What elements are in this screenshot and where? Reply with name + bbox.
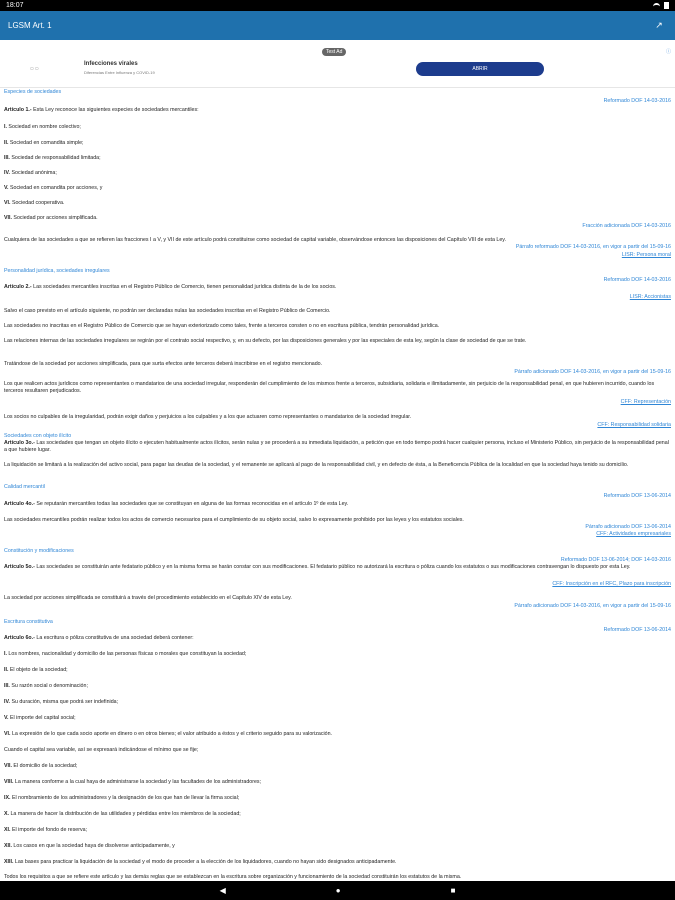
text-span: Sociedad anónima; (10, 170, 57, 176)
reference-link[interactable]: LISR: Accionistas (629, 294, 671, 300)
text-span: Sociedad por acciones simplificada. (11, 215, 98, 221)
recents-icon[interactable]: ■ (450, 886, 456, 895)
reference-note (4, 244, 671, 251)
law-paragraph (4, 683, 671, 690)
section-heading (4, 548, 671, 555)
text-span: Reformado DOF 14-03-2016 (603, 277, 671, 283)
law-paragraph (4, 747, 671, 754)
ad-subtitle: Diferencias Entre Influenza y COVID-19 (84, 70, 155, 75)
text-span: Fracción adicionada DOF 14-03-2016 (582, 223, 671, 229)
text-span: Especies de sociedades (4, 89, 62, 95)
article-number: VI. (4, 731, 11, 737)
text-span: La escritura o póliza constitutiva de una sociedad deberá contener: (34, 635, 194, 641)
battery-icon (664, 2, 669, 9)
law-paragraph (4, 237, 671, 244)
law-paragraph (4, 843, 671, 850)
text-span: Sociedad en nombre colectivo; (6, 124, 81, 130)
reference-link[interactable]: CFF: Responsabilidad solidaria (597, 422, 671, 428)
text-span: La expresión de lo que cada socio aporte en dinero o en otros bienes; el valor atribuido a éstos y el criterio seguido para su valorización. (10, 731, 333, 737)
text-span: Su duración, misma que podrá ser indefinida; (10, 699, 119, 705)
text-span: Sociedad en comandita por acciones, y (8, 185, 103, 191)
reference-note (4, 557, 671, 564)
text-span: Calidad mercantil (4, 484, 45, 490)
article-number: Artículo 3o.- (4, 440, 35, 446)
article-number: XI. (4, 827, 11, 833)
text-span: La sociedad por acciones simplificada se constituirá a través del procedimiento establecido en el Capítulo XIV de esta Ley. (4, 595, 292, 601)
text-span: El importe del fondo de reserva; (10, 827, 88, 833)
app-bar (0, 11, 675, 40)
article-number: III. (4, 683, 10, 689)
text-span: Todos los requisitos a que se refiere este artículo y las demás reglas que se establezcan en la escritura sobre organización y funcionamiento de la sociedad constituirán los estatutos de la misma. (4, 874, 462, 880)
law-paragraph (4, 763, 671, 770)
reference-note (4, 493, 671, 500)
law-paragraph (4, 874, 671, 881)
reference-link[interactable]: LISR: Persona moral (621, 252, 671, 258)
law-paragraph (4, 107, 671, 114)
law-paragraph (4, 651, 671, 658)
text-span: Párrafo reformado DOF 14-03-2016, en vigor a partir del 15-09-16 (515, 244, 671, 250)
law-paragraph (4, 517, 671, 524)
text-span: El domicilio de la sociedad; (11, 763, 78, 769)
ad-tag: Test Ad (322, 48, 346, 56)
reference-note (4, 603, 671, 610)
article-number: IV. (4, 170, 10, 176)
article-number: V. (4, 715, 9, 721)
law-paragraph (4, 779, 671, 786)
text-span: Los nombres, nacionalidad y domicilio de las personas físicas o morales que constituyan la sociedad; (6, 651, 247, 657)
text-span: Se reputarán mercantiles todas las sociedades que se constituyan en alguna de las formas reconocidas en el artículo 1º de esta Ley. (34, 501, 349, 507)
reference-note (4, 524, 671, 531)
reference-note (4, 223, 671, 230)
article-number: III. (4, 155, 10, 161)
law-paragraph (4, 381, 671, 395)
text-span: Tratándose de la sociedad por acciones simplificada, para que surta efectos ante terceros deberá inscribirse en el registro mencionado. (4, 361, 323, 367)
article-number: Artículo 6o.- (4, 635, 35, 641)
text-span: Reformado DOF 13-06-2014 (603, 493, 671, 499)
law-paragraph (4, 501, 671, 508)
text-span: El nombramiento de los administradores y la designación de los que han de llevar la firma social; (10, 795, 240, 801)
text-span: Las bases para practicar la liquidación de la sociedad y el modo de proceder a la elección de los liquidadores, cuando no hayan sido designados anticipadamente. (13, 859, 397, 865)
article-number: IX. (4, 795, 11, 801)
text-span: La manera de hacer la distribución de las utilidades y pérdidas entre los miembros de la sociedad; (9, 811, 241, 817)
law-paragraph (4, 635, 671, 642)
law-paragraph (4, 414, 671, 421)
section-heading (4, 89, 671, 96)
text-span: Personalidad jurídica, sociedades irregulares (4, 268, 110, 274)
article-number: II. (4, 140, 9, 146)
reference-note[interactable] (4, 422, 671, 429)
status-time: 18:07 (6, 2, 24, 9)
text-span: Constitución y modificaciones (4, 548, 74, 554)
ad-headline: Infecciones virales (84, 61, 138, 67)
page-title: LGSM Art. 1 (8, 21, 52, 30)
text-span: Sociedad en comandita simple; (8, 140, 84, 146)
reference-link[interactable]: CFF: Representación (620, 399, 671, 405)
article-number: V. (4, 185, 9, 191)
article-number: I. (4, 124, 7, 130)
text-span: El importe del capital social; (8, 715, 76, 721)
law-paragraph (4, 827, 671, 834)
text-span: La manera conforme a la cual haya de administrarse la sociedad y las facultades de los administradores; (13, 779, 262, 785)
home-icon[interactable]: ● (335, 886, 341, 895)
law-paragraph (4, 338, 671, 345)
reference-note (4, 627, 671, 634)
article-number: Artículo 4o.- (4, 501, 35, 507)
reference-note[interactable] (4, 581, 671, 588)
law-paragraph (4, 215, 671, 222)
law-paragraph (4, 200, 671, 207)
text-span: Su razón social o denominación; (9, 683, 88, 689)
text-span: Esta Ley reconoce las siguientes especies de sociedades mercantiles: (31, 107, 199, 113)
reference-note[interactable] (4, 531, 671, 538)
article-number: Artículo 5o.- (4, 564, 35, 570)
navigation-bar (0, 881, 675, 900)
article-number: VIII. (4, 779, 14, 785)
text-span: Salvo el caso previsto en el artículo siguiente, no podrán ser declaradas nulas las sociedades inscritas en el Registro Público de Comercio. (4, 308, 331, 314)
article-number: I. (4, 651, 7, 657)
text-span: Los socios no culpables de la irregularidad, podrán exigir daños y perjuicios a los culpables y a los que actuaren como representantes o mandatarios de la sociedad irregular. (4, 414, 412, 420)
law-paragraph (4, 731, 671, 738)
reference-note (4, 277, 671, 284)
article-number: X. (4, 811, 10, 817)
text-span: Párrafo adicionado DOF 14-03-2016, en vigor a partir del 15-09-16 (514, 369, 671, 375)
reference-note (4, 98, 671, 105)
ad-open-button[interactable]: ABRIR (416, 62, 544, 76)
article-number: II. (4, 667, 9, 673)
ad-logo: ▭ ▭ (30, 65, 39, 71)
law-paragraph (4, 155, 671, 162)
law-paragraph (4, 140, 671, 147)
text-span: El objeto de la sociedad; (8, 667, 68, 673)
law-paragraph (4, 323, 671, 330)
law-paragraph (4, 361, 671, 368)
law-paragraph (4, 699, 671, 706)
text-span: Escritura constitutiva (4, 619, 53, 625)
article-number: VII. (4, 763, 12, 769)
reference-note[interactable] (4, 294, 671, 301)
law-paragraph (4, 667, 671, 674)
reference-note (4, 369, 671, 376)
section-heading (4, 619, 671, 626)
text-span: Párrafo adicionado DOF 13-06-2014 (585, 524, 671, 530)
text-span: Las sociedades mercantiles inscritas en el Registro Público de Comercio, tienen personalidad jurídica distinta de la de los socios. (31, 284, 337, 290)
text-span: Las sociedades se constituirán ante fedatario público y en la misma forma se harán constar con sus modificaciones. El fedatario público no autorizará la escritura o póliza cuando los estatutos o sus modificaciones contravengan lo dispuesto por esta Ley. (34, 564, 631, 570)
law-paragraph (4, 595, 671, 602)
article-number: VII. (4, 215, 12, 221)
text-span: Cualquiera de las sociedades a que se refieren las fracciones I a V, y VII de este artículo podrá constituirse como sociedad de capital variable, observándose entonces las disposiciones del Capítulo VIII de esta Ley. (4, 237, 507, 243)
text-span: Los que realicen actos jurídicos como representantes o mandatarios de una sociedad irregular, responderán del cumplimiento de los mismos frente a terceros, subsidiaria, solidaria e ilimitadamente, sin perjuicio de la responsabilidad penal, en que hubieren incurrido, cuando los terceros resultaren perjudicados. (4, 381, 655, 394)
article-number: XII. (4, 843, 12, 849)
law-paragraph (4, 859, 671, 866)
text-span: Sociedad de responsabilidad limitada; (9, 155, 101, 161)
law-paragraph (4, 715, 671, 722)
section-heading (4, 268, 671, 275)
text-span: Reformado DOF 14-03-2016 (603, 98, 671, 104)
share-icon[interactable]: ↗ (655, 20, 663, 30)
reference-link[interactable]: CFF: Inscripción en el RFC, Plazo para inscripción (552, 581, 671, 587)
article-number: Artículo 2.- (4, 284, 32, 290)
law-paragraph (4, 170, 671, 177)
text-span: Las sociedades que tengan un objeto ilícito o ejecuten habitualmente actos ilícitos, serán nulas y se procederá a su inmediata liquidación, a petición que en todo tiempo podrá hacer cualquier persona, incluso el Ministerio Público, sin perjuicio de la responsabilidad penal a que hubiere lugar. (4, 440, 669, 453)
text-span: Los casos en que la sociedad haya de disolverse anticipadamente, y (11, 843, 175, 849)
wifi-icon (653, 3, 660, 9)
text-span: Reformado DOF 13-06-2014; DOF 14-03-2016 (560, 557, 671, 563)
text-span: Las sociedades mercantiles podrán realizar todos los actos de comercio necesarios para el cumplimiento de su objeto social, salvo lo expresamente prohibido por las leyes y los estatutos sociales. (4, 517, 464, 523)
system-icons (653, 0, 669, 11)
ad-banner[interactable] (0, 40, 675, 88)
law-paragraph (4, 185, 671, 192)
law-paragraph (4, 564, 671, 571)
section-heading (4, 484, 671, 491)
status-bar (0, 0, 675, 11)
text-span: Párrafo adicionado DOF 14-03-2016, en vigor a partir del 15-09-16 (514, 603, 671, 609)
reference-link[interactable]: CFF: Actividades empresariales (596, 531, 671, 537)
law-content (0, 88, 675, 881)
law-paragraph (4, 795, 671, 802)
section-heading (4, 433, 671, 440)
reference-note[interactable] (4, 252, 671, 259)
article-number: Artículo 1.- (4, 107, 32, 113)
law-paragraph (4, 811, 671, 818)
text-span: Sociedad cooperativa. (10, 200, 65, 206)
article-number: IV. (4, 699, 10, 705)
text-span: Cuando el capital sea variable, así se expresará indicándose el mínimo que se fije; (4, 747, 199, 753)
text-span: Sociedades con objeto ilícito (4, 433, 72, 439)
law-paragraph (4, 440, 671, 454)
article-number: XIII. (4, 859, 14, 865)
law-paragraph (4, 308, 671, 315)
text-span: Las relaciones internas de las sociedades irregulares se regirán por el contrato social respectivo, y, en su defecto, por las disposiciones generales y por las especiales de esta ley, según la clase de sociedad de que se trate. (4, 338, 527, 344)
law-paragraph (4, 284, 671, 291)
reference-note[interactable] (4, 399, 671, 406)
law-paragraph (4, 462, 671, 469)
text-span: Las sociedades no inscritas en el Registro Público de Comercio que se hayan exteriorizado como tales, frente a terceros consten o no en escritura pública, tendrán personalidad jurídica. (4, 323, 440, 329)
text-span: La liquidación se limitará a la realización del activo social, para pagar las deudas de la sociedad, y el remanente se aplicará al pago de la responsabilidad civil, y en defecto de ésta, a la Beneficencia Pública de la localidad en que la sociedad haya tenido su domicilio. (4, 462, 629, 468)
ad-info-icon[interactable]: ⓘ (665, 49, 671, 55)
text-span: Reformado DOF 13-06-2014 (603, 627, 671, 633)
back-icon[interactable]: ◀ (219, 886, 226, 895)
article-number: VI. (4, 200, 11, 206)
law-paragraph (4, 124, 671, 131)
